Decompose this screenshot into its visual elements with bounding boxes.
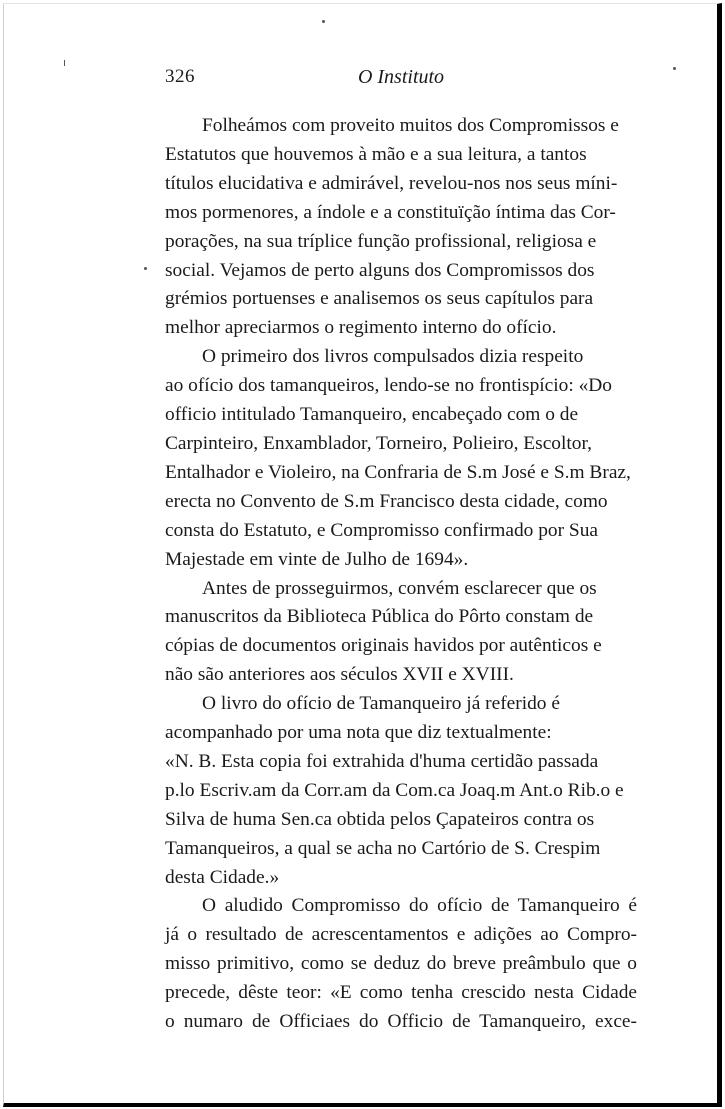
text-line: mos pormenores, a índole e a constituïção íntima das Cor- xyxy=(165,201,616,223)
text-line: social. Vejamos de perto alguns dos Compromissos dos xyxy=(165,259,595,281)
text-line: desta Cidade.» xyxy=(165,866,280,888)
page-number: 326 xyxy=(165,66,195,87)
paragraph-3 xyxy=(165,575,637,691)
text-line: o numaro de Officiaes do Officio de Tamanqueiro, exce- xyxy=(165,1011,637,1033)
page-header xyxy=(165,66,637,94)
scan-speck xyxy=(144,267,147,270)
paragraph-4 xyxy=(165,690,637,892)
text-line: «N. B. Esta copia foi extrahida d'huma certidão passada xyxy=(165,750,599,772)
text-line: Silva de huma Sen.ca obtida pelos Çapateiros contra os xyxy=(165,808,595,830)
text-line: misso primitivo, como se deduz do breve preâmbulo que o xyxy=(165,953,637,975)
text-line: não são anteriores aos séculos XVII e XVIII. xyxy=(165,664,514,686)
text-line: Entalhador e Violeiro, na Confraria de S.m José e S.m Braz, xyxy=(165,461,631,483)
text-line: Tamanqueiros, a qual se acha no Cartório de S. Crespim xyxy=(165,837,601,859)
text-line: acompanhado por uma nota que diz textualmente: xyxy=(165,722,552,744)
running-title: O Instituto xyxy=(357,66,445,88)
text-line: cópias de documentos originais havidos por autênticos e xyxy=(165,635,602,657)
text-line: já o resultado de acrescentamentos e adições ao Compro- xyxy=(165,924,637,946)
paragraph-2 xyxy=(165,343,637,574)
paragraph-5 xyxy=(165,892,637,1037)
body-text xyxy=(165,112,637,1037)
text-line: porações, na sua tríplice função profissional, religiosa e xyxy=(165,230,597,252)
text-line: títulos elucidativa e admirável, revelou-nos nos seus míni- xyxy=(165,172,618,194)
text-line: Majestade em vinte de Julho de 1694». xyxy=(165,548,469,570)
text-line: O livro do ofício de Tamanqueiro já referido é xyxy=(202,693,560,715)
text-line: Antes de prosseguirmos, convém esclarecer que os xyxy=(202,577,597,599)
text-line: erecta no Convento de S.m Francisco desta cidade, como xyxy=(165,490,608,512)
text-line: melhor apreciarmos o regimento interno do ofício. xyxy=(165,317,557,339)
text-line: precede, dêste teor: «E como tenha crescido nesta Cidade xyxy=(165,982,637,1004)
text-line: Carpinteiro, Enxamblador, Torneiro, Polieiro, Escoltor, xyxy=(165,432,592,454)
text-line: p.lo Escriv.am da Corr.am da Com.ca Joaq.m Ant.o Rib.o e xyxy=(165,779,624,801)
text-line: Estatutos que houvemos à mão e a sua leitura, a tantos xyxy=(165,143,587,165)
scan-speck xyxy=(673,67,676,70)
text-line: manuscritos da Biblioteca Pública do Pôrto constam de xyxy=(165,606,594,628)
paragraph-1 xyxy=(165,112,637,343)
scan-speck xyxy=(64,60,65,66)
text-line: O primeiro dos livros compulsados dizia respeito xyxy=(202,346,584,368)
text-line: consta do Estatuto, e Compromisso confirmado por Sua xyxy=(165,519,598,541)
text-line: O aludido Compromisso do ofício de Tamanqueiro é xyxy=(202,895,637,917)
text-line: officio intitulado Tamanqueiro, encabeçado com o de xyxy=(165,404,579,426)
text-line: grémios portuenses e analisemos os seus capítulos para xyxy=(165,288,594,310)
text-line: ao ofício dos tamanqueiros, lendo-se no frontispício: «Do xyxy=(165,375,612,397)
text-line: Folheámos com proveito muitos dos Compromissos e xyxy=(202,115,619,136)
scan-speck xyxy=(322,20,325,23)
